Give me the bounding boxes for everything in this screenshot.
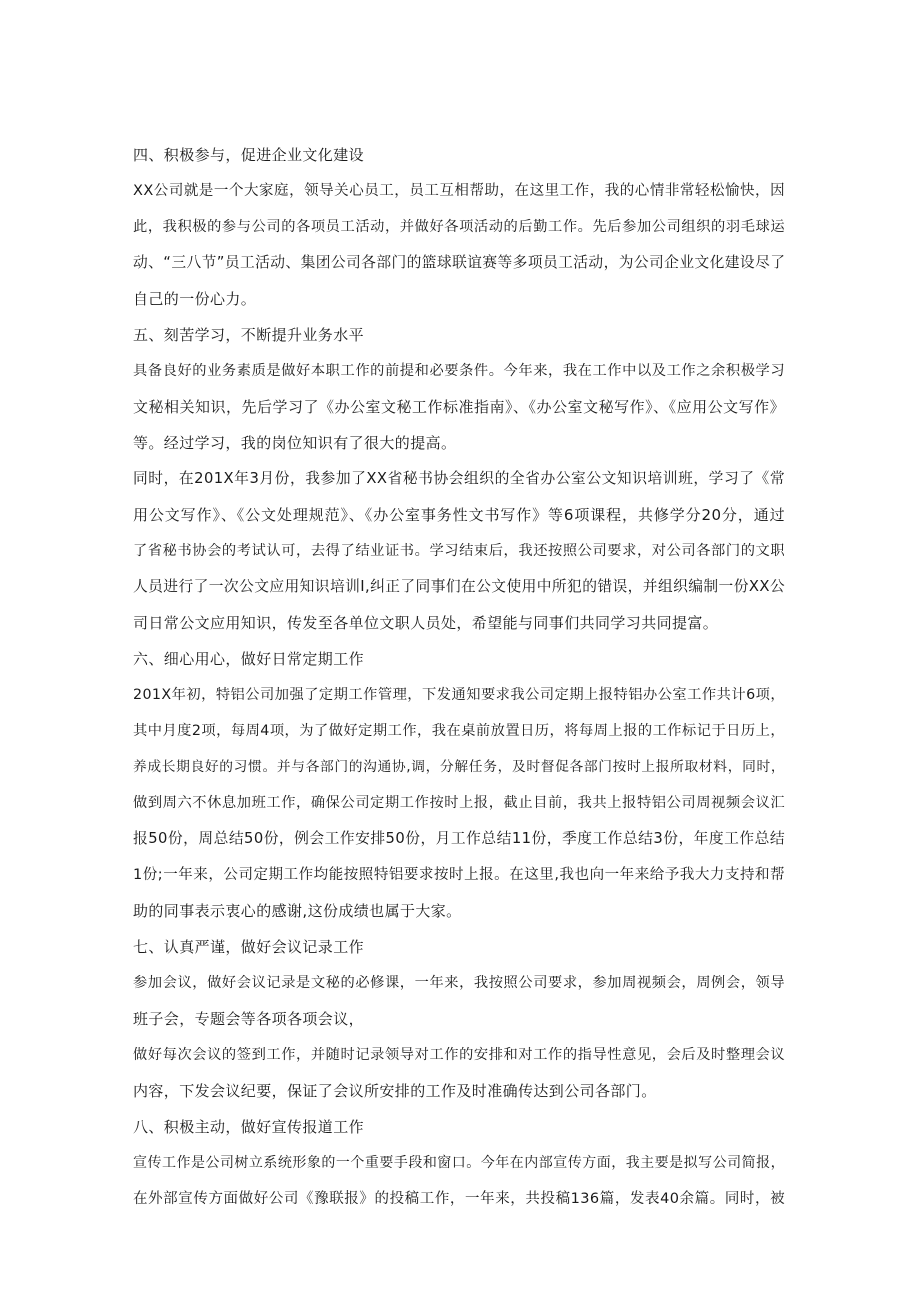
body-line: 做到周六不休息加班工作，确保公司定期工作按时上报，截止目前，我共上报特铝公司周视频会议汇 — [133, 795, 785, 811]
section-heading-4: 四、积极参与，促进企业文化建设 — [133, 146, 365, 164]
section-heading-8: 八、积极主动，做好宣传报道工作 — [133, 1118, 365, 1136]
body-line: 做好每次会议的签到工作，并随时记录领导对工作的安排和对工作的指导性意见，会后及时整理会议 — [133, 1047, 785, 1063]
body-line: 参加会议，做好会议记录是文秘的必修课，一年来，我按照公司要求，参加周视频会，周例会，领导 — [133, 975, 785, 991]
section-heading-6: 六、细心用心，做好日常定期工作 — [133, 650, 365, 668]
body-line: 等。经过学习，我的岗位知识有了很大的提高。 — [133, 434, 457, 452]
body-line: 同时，在201X年3月份，我参加了XX省秘书协会组织的全省办公室公文知识培训班，学习了《常 — [133, 470, 785, 487]
body-line: 1份;一年来，公司定期工作均能按照特铝要求按时上报。在这里,我也向一年来给予我大力支持和帮 — [133, 867, 785, 883]
body-line: 201X年初，特铝公司加强了定期工作管理，下发通知要求我公司定期上报特铝办公室工作共计6项， — [133, 687, 785, 703]
body-line: 了省秘书协会的考试认可，去得了结业证书。学习结束后，我还按照公司要求，对公司各部门的文职 — [133, 543, 785, 559]
body-line: 自己的一份心力。 — [133, 290, 257, 308]
body-line: 用公文写作》、《公文处理规范》、《办公室事务性文书写作》等6项课程，共修学分20分，通过 — [133, 506, 785, 524]
section-heading-5: 五、刻苦学习，不断提升业务水平 — [133, 326, 365, 344]
body-line: 其中月度2项，每周4项，为了做好定期工作，我在桌前放置日历，将每周上报的工作标记于日历上， — [133, 723, 785, 739]
body-line: 助的同事表示衷心的感谢,这份成绩也属于大家。 — [133, 902, 462, 920]
body-line: 班子会，专题会等各项各项会议， — [133, 1010, 365, 1028]
body-line: 动、“三八节”员工活动、集团公司各部门的篮球联谊赛等多项员工活动，为公司企业文化建设尽了 — [133, 254, 786, 271]
body-line: 此，我积极的参与公司的各项员工活动，并做好各项活动的后勤工作。先后参加公司组织的羽毛球运 — [133, 219, 785, 235]
body-line: 文秘相关知识，先后学习了《办公室文秘工作标准指南》、《办公室文秘写作》、《应用公文写作》 — [133, 398, 785, 416]
body-line: 内容，下发会议纪要，保证了会议所安排的工作及时准确传达到公司各部门。 — [133, 1082, 657, 1100]
body-line: 人员进行了一次公文应用知识培训I,纠正了同事们在公文使用中所犯的错误，并组织编制一份XX公 — [133, 578, 785, 595]
body-line: 报50份，周总结50份，例会工作安排50份，月工作总结11份，季度工作总结3份，年度工作总结 — [133, 830, 785, 847]
body-line: 宣传工作是公司树立系统形象的一个重要手段和窗口。今年在内部宣传方面，我主要是拟写公司简报， — [133, 1155, 785, 1171]
body-line: 司日常公文应用知识，传发至各单位文职人员处，希望能与同事们共同学习共同提富。 — [133, 614, 719, 632]
body-line: 在外部宣传方面做好公司《豫联报》的投稿工作，一年来，共投稿136篇，发表40余篇。同时，被 — [133, 1191, 785, 1207]
body-line: 养成长期良好的习惯。并与各部门的沟通协,调，分解任务，及时督促各部门按时上报所取材料，同时， — [133, 759, 785, 775]
body-line: XX公司就是一个大家庭，领导关心员工，员工互相帮助，在这里工作，我的心情非常轻松愉快，因 — [133, 183, 785, 199]
document-body — [133, 137, 785, 1217]
body-line: 具备良好的业务素质是做好本职工作的前提和必要条件。今年来，我在工作中以及工作之余积极学习 — [133, 363, 785, 379]
section-heading-7: 七、认真严谨，做好会议记录工作 — [133, 938, 365, 956]
